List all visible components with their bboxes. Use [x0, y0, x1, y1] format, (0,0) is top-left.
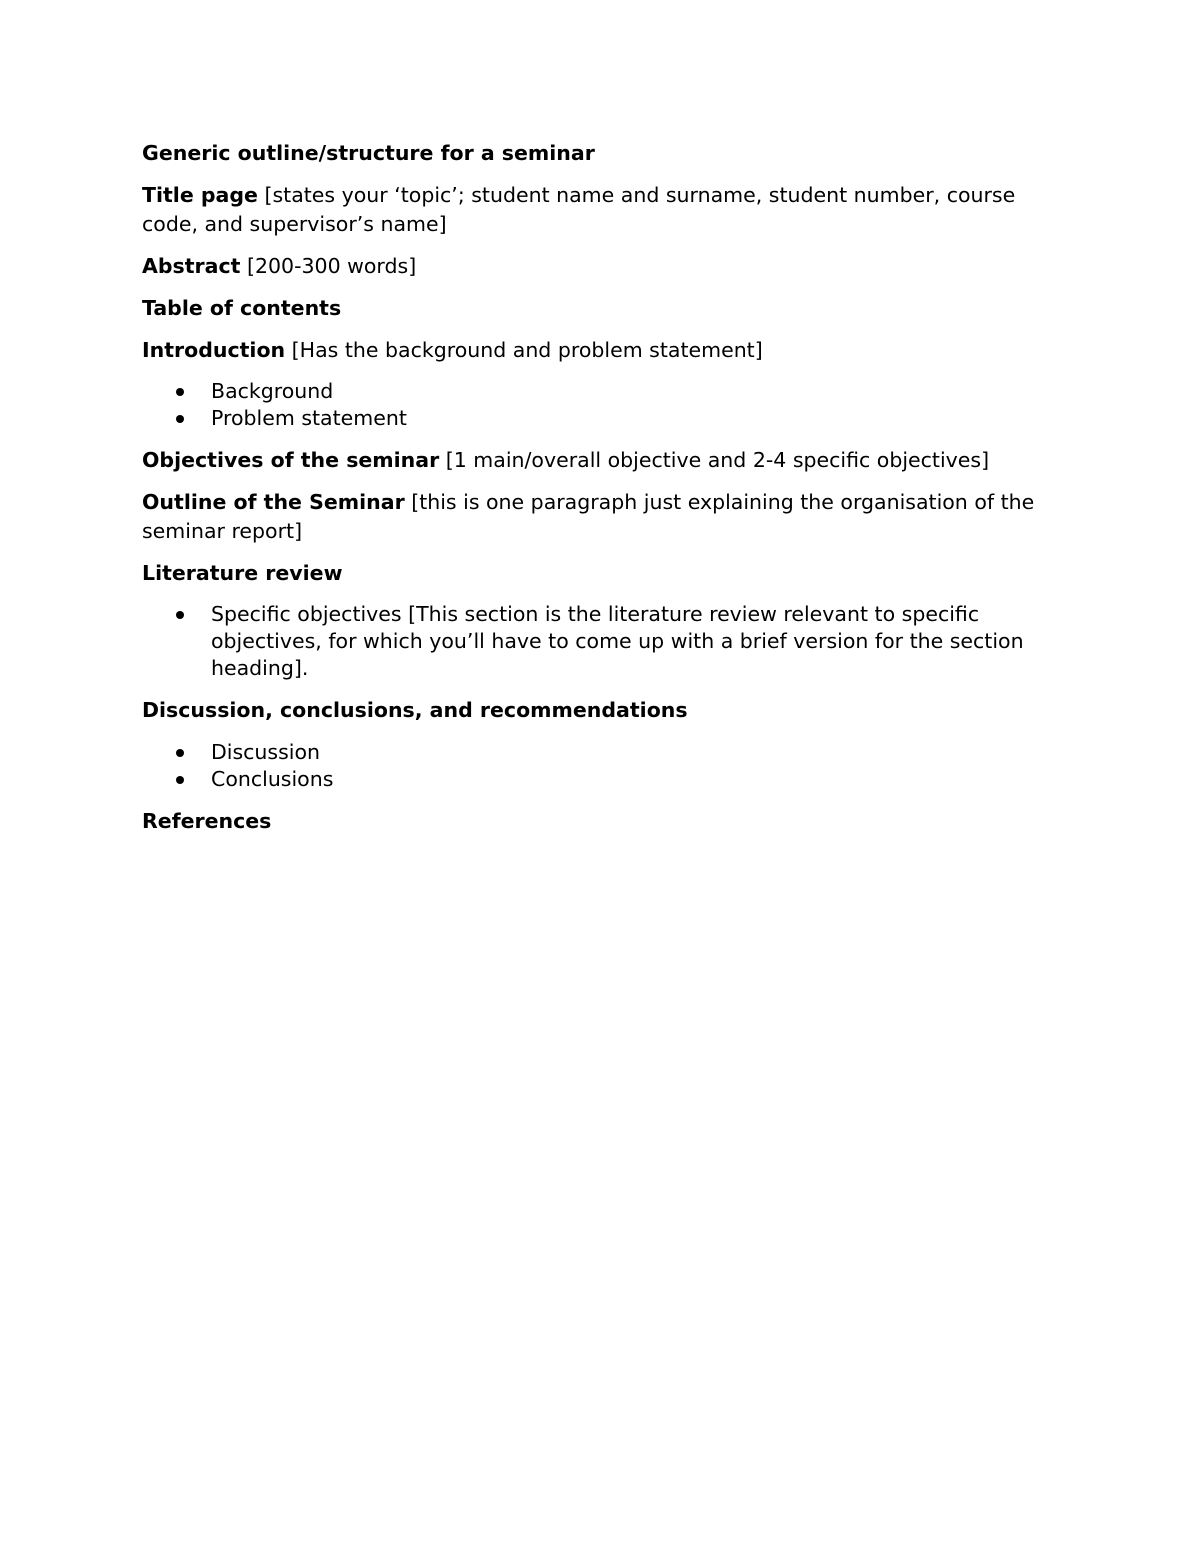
discussion-list [142, 739, 1052, 793]
bullet-icon [176, 749, 184, 757]
section-title-page [142, 181, 1052, 238]
bullet-icon [176, 415, 184, 423]
literature-list [142, 601, 1052, 682]
document-title: Generic outline/structure for a seminar [142, 141, 595, 165]
section-label: Title page [142, 183, 258, 207]
section-description: [Has the background and problem statement] [285, 337, 763, 362]
section-label: Objectives of the seminar [142, 448, 440, 472]
section-outline [142, 488, 1052, 545]
section-literature-review: Literature review [142, 560, 343, 585]
list-item [142, 601, 1052, 682]
list-item [142, 766, 1052, 793]
list-item [142, 405, 1052, 432]
list-item-text: Problem statement [211, 406, 407, 430]
section-description: [states your ‘topic’; student name and surname, student number, course code, and supervisor’s name] [142, 183, 1016, 236]
list-item-text: Background [211, 379, 334, 403]
list-item-text: Conclusions [211, 766, 334, 791]
document-page [142, 139, 1052, 849]
section-objectives [142, 446, 1052, 475]
section-label: Outline of the Seminar [142, 490, 405, 514]
bullet-icon [176, 611, 184, 619]
section-abstract [142, 252, 1052, 281]
list-item-text: Discussion [211, 739, 321, 764]
list-item-text: Specific objectives [This section is the literature review relevant to specific objectives, for which you’ll have to come up with a brief version for the section heading]. [211, 602, 1024, 680]
section-discussion: Discussion, conclusions, and recommendations [142, 698, 688, 722]
section-label: Abstract [142, 253, 241, 278]
introduction-list [142, 378, 1052, 432]
section-description: [200-300 words] [240, 253, 417, 278]
section-label: Introduction [142, 337, 286, 362]
section-references: References [142, 808, 272, 833]
bullet-icon [176, 388, 184, 396]
section-description: [this is one paragraph just explaining the organisation of the seminar report] [142, 490, 1035, 543]
section-introduction [142, 336, 1052, 365]
list-item [142, 739, 1052, 766]
section-description: [1 main/overall objective and 2-4 specific objectives] [439, 448, 990, 472]
list-item [142, 378, 1052, 405]
section-table-of-contents: Table of contents [142, 295, 342, 320]
bullet-icon [176, 776, 184, 784]
